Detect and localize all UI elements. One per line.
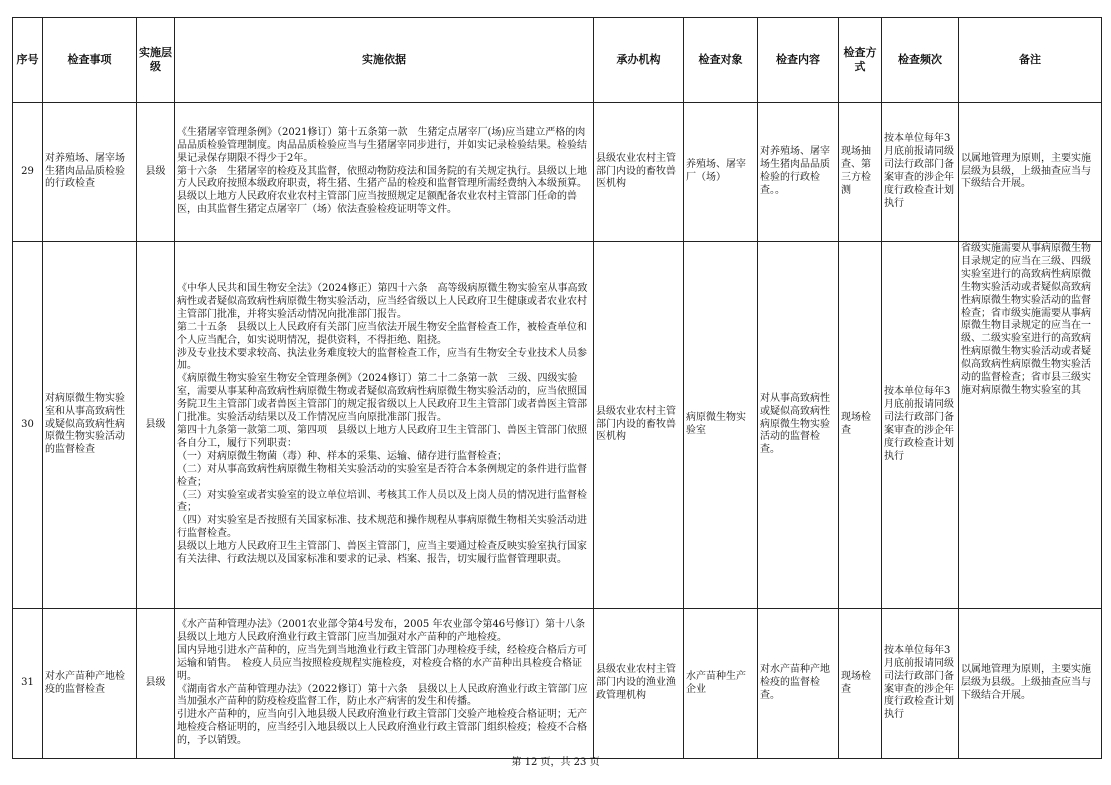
row-no: 30 <box>13 242 43 609</box>
header-content: 检查内容 <box>758 18 839 103</box>
header-target: 检查对象 <box>684 18 758 103</box>
header-level: 实施层级 <box>137 18 175 103</box>
row-level: 县级 <box>137 103 175 242</box>
header-item: 检查事项 <box>43 18 137 103</box>
header-org: 承办机构 <box>594 18 684 103</box>
row-basis <box>175 242 594 609</box>
row-item: 对病原微生物实验室和从事高致病性或疑似高致病性病原微生物实验活动的监督检查 <box>43 242 137 609</box>
basis-paragraph: 《湖南省水产苗种管理办法》（2022修订）第十六条 县级以上人民政府渔业行政主管部门应当加强水产苗种的防疫检疫监督工作，防止水产病害的发生和传播。 <box>177 683 588 708</box>
row-target: 水产苗种生产企业 <box>684 609 758 759</box>
header-remark: 备注 <box>959 18 1102 103</box>
basis-paragraph: （一）对病原微生物菌（毒）种、样本的采集、运输、储存进行监督检查； <box>177 450 507 462</box>
row-target: 养殖场、屠宰厂（场） <box>684 103 758 242</box>
row-basis <box>175 609 594 759</box>
basis-paragraph: 县级以上地方人民政府卫生主管部门、兽医主管部门，应当主要通过检查反映实验室执行国家有关法律、行政法规以及国家标准和要求的记录、档案、报告，切实履行监督管理职责。 <box>177 541 587 566</box>
page-number: 第 12 页，共 23 页 <box>511 757 600 768</box>
row-method: 现场检查 <box>839 609 882 759</box>
basis-paragraph: （四）对实验室是否按照有关国家标准、技术规范和操作规程从事病原微生物相关实验活动进行监督检查。 <box>177 515 587 540</box>
row-item: 对养殖场、屠宰场生猪肉品品质检验的行政检查 <box>43 103 137 242</box>
row-content: 对水产苗种产地检疫的监督检查。 <box>758 609 839 759</box>
row-remark: 以属地管理为原则，主要实施层级为县级。上级抽查应当与下级结合开展。 <box>959 609 1102 759</box>
basis-paragraph: 县级以上地方人民政府农业农村主管部门应当按照规定足额配备农业农村主管部门任命的兽医，由其监督生猪定点屠宰厂（场）依法查验检疫证明等文件。 <box>177 191 577 216</box>
basis-paragraph: 第四十九条第一款第二项、第四项 县级以上地方人民政府卫生主管部门、兽医主管部门依照各自分工，履行下列职责： <box>177 425 587 449</box>
inspection-table <box>12 17 1102 759</box>
basis-paragraph: 第二十五条 县级以上人民政府有关部门应当依法开展生物安全监督检查工作，被检查单位和个人应当配合，如实说明情况，提供资料，不得拒绝、阻挠。 <box>177 321 587 346</box>
row-method: 现场抽查、第三方检测 <box>839 103 882 242</box>
row-remark: 以属地管理为原则，主要实施层级为县级，上级抽查应当与下级结合开展。 <box>959 103 1102 242</box>
header-row <box>13 18 1102 103</box>
row-no: 29 <box>13 103 43 242</box>
basis-paragraph: 涉及专业技术要求较高、执法业务难度较大的监督检查工作，应当有生物安全专业技术人员参加。 <box>177 347 587 372</box>
table-row <box>13 609 1102 759</box>
remark-text: 省级实施需要从事病原微生物目录规定的应当在三级、四级实验室进行的高致病性病原微生物实验活动或者疑似高致病性病原微生物实验活动的监督检查；省市级实施需要从事病原微生物目录规定的应当在一级、二级实验室进行的高致病性病原微生物实验活动或者疑似高致病性病原微生物实验活动的监督检查；省市县三级实施对病原微生物实验室的其 <box>961 243 1091 396</box>
basis-paragraph: 《病原微生物实验室生物安全管理条例》（2024修订）第二十二条第一款 三级、四级实验室，需要从事某种高致病性病原微生物或者疑似高致病性病原微生物实验活动的，应当依照国务院卫生主管部门或者兽医主管部门的规定报省级以上人民政府卫生主管部门或者兽医主管部门批准。实验活动结果以及工作情况应当向原批准部门报告。 <box>177 373 587 424</box>
basis-paragraph: 第十六条 生猪屠宰的检疫及其监督，依照动物防疫法和国务院的有关规定执行。县级以上地方人民政府按照本级政府职责，将生猪、生猪产品的检疫和监督管理所需经费纳入本级预算。 <box>177 165 587 190</box>
row-freq: 按本单位每年3月底前报请同级司法行政部门备案审查的涉企年度行政检查计划执行 <box>882 609 959 759</box>
basis-paragraph: 《水产苗种管理办法》（2001农业部令第4号发布，2005 年农业部令第46号修订）第十八条 县级以上地方人民政府渔业行政主管部门应当加强对水产苗种的产地检疫。 <box>177 618 596 643</box>
row-org: 县级农业农村主管部门内设的畜牧兽医机构 <box>594 103 684 242</box>
row-level: 县级 <box>137 242 175 609</box>
row-org: 县级农业农村主管部门内设的畜牧兽医机构 <box>594 242 684 609</box>
basis-paragraph: 《中华人民共和国生物安全法》（2024修正）第四十六条 高等级病原微生物实验室从事高致病性或者疑似高致病性病原微生物实验活动，应当经省级以上人民政府卫生健康或者农业农村主管部门批准，并将实验活动情况向批准部门报告。 <box>177 283 588 320</box>
table-row <box>13 103 1102 242</box>
header-no: 序号 <box>13 18 43 103</box>
row-freq: 按本单位每年3月底前报请同级司法行政部门备案审查的涉企年度行政检查计划执行 <box>882 103 959 242</box>
basis-paragraph: 《生猪屠宰管理条例》（2021修订）第十五条第一款 生猪定点屠宰厂(场)应当建立严格的肉品品质检验管理制度。肉品品质检验应当与生猪屠宰同步进行，并如实记录检验结果。检验结果记录保存期限不得少于2年。 <box>177 126 587 164</box>
table-row <box>13 242 1102 609</box>
row-remark <box>959 242 1102 609</box>
row-content: 对从事高致病性或疑似高致病性病原微生物实验活动的监督检查。 <box>758 242 839 609</box>
header-method: 检查方式 <box>839 18 882 103</box>
row-basis <box>175 103 594 242</box>
row-level: 县级 <box>137 609 175 759</box>
header-basis: 实施依据 <box>175 18 594 103</box>
row-freq: 按本单位每年3月底前报请同级司法行政部门备案审查的涉企年度行政检查计划执行 <box>882 242 959 609</box>
row-item: 对水产苗种产地检疫的监督检查 <box>43 609 137 759</box>
header-freq: 检查频次 <box>882 18 959 103</box>
row-org: 县级农业农村主管部门内设的渔业渔政管理机构 <box>594 609 684 759</box>
row-method: 现场检查 <box>839 242 882 609</box>
row-target: 病原微生物实验室 <box>684 242 758 609</box>
basis-paragraph: 国内异地引进水产苗种的，应当先到当地渔业行政主管部门办理检疫手续，经检疫合格后方可运输和销售。 检疫人员应当按照检疫规程实施检疫，对检疫合格的水产苗种出具检疫合格证明。 <box>177 644 587 682</box>
basis-paragraph: （二）对从事高致病性病原微生物相关实验活动的实验室是否符合本条例规定的条件进行监督检查； <box>177 463 587 488</box>
basis-paragraph: 引进水产苗种的，应当向引入地县级人民政府渔业行政主管部门交验产地检疫合格证明；无产地检疫合格证明的，应当经引入地县级以上人民政府渔业行政主管部门组织检疫；检疫不合格的，予以销毁。 <box>177 709 587 747</box>
row-no: 31 <box>13 609 43 759</box>
row-content: 对养殖场、屠宰场生猪肉品品质检验的行政检查。。 <box>758 103 839 242</box>
basis-paragraph: （三）对实验室或者实验室的设立单位培训、考核其工作人员以及上岗人员的情况进行监督检查； <box>177 489 587 514</box>
